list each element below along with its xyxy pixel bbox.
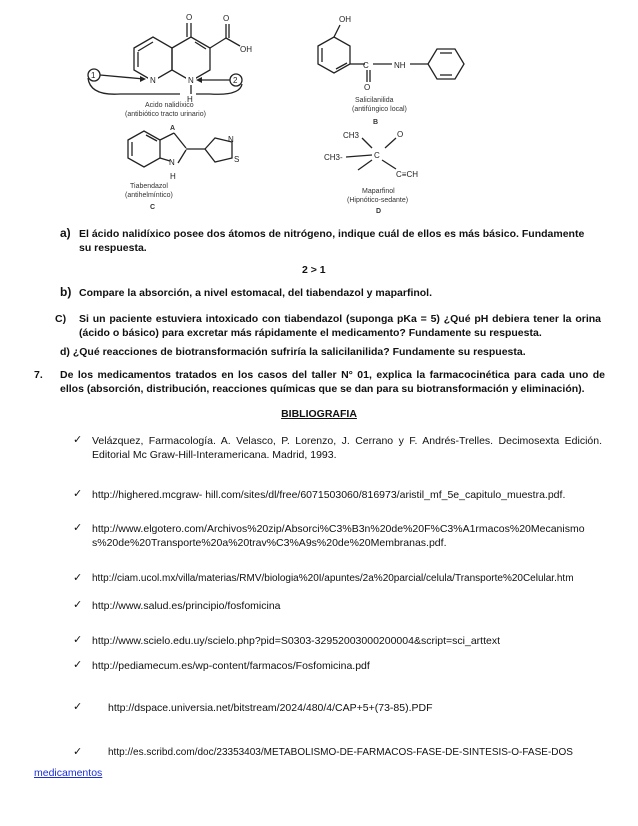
chemical-structures-figure <box>0 0 638 215</box>
svg-text:C: C <box>374 151 380 160</box>
molecule-c-subtitle: (antihelmíntico) <box>125 192 173 199</box>
svg-text:NH: NH <box>394 61 406 70</box>
question-b-text: Compare la absorción, a nivel estomacal, del tiabendazol y maparfinol. <box>79 287 433 299</box>
svg-text:OH: OH <box>240 45 252 54</box>
question-7-text: De los medicamentos tratados en los casos del taller N° 01, explica la farmacocinética para cada uno de ellos (absorción, distribución, reacciones químicas que se dan para su biotransformación y eliminación). <box>60 369 605 395</box>
svg-text:C: C <box>363 61 369 70</box>
svg-text:CH3-: CH3- <box>324 153 343 162</box>
checkmark-icon: ✓ <box>73 488 83 500</box>
checkmark-icon: ✓ <box>73 701 83 713</box>
bibliography-item-text: http://highered.mcgraw- hill.com/sites/dl/free/6071503060/816973/aristil_mf_5e_capitulo_muestra.pdf. <box>92 489 566 501</box>
svg-text:1: 1 <box>91 71 96 80</box>
question-7-marker: 7. <box>34 369 43 381</box>
svg-text:N: N <box>150 76 156 85</box>
bibliography-item-text: http://www.salud.es/principio/fosfomicina <box>92 600 281 612</box>
bibliography-item-text: http://es.scribd.com/doc/23353403/METABOLISMO-DE-FARMACOS-FASE-DE-SINTESIS-O-FASE-DOS <box>108 747 573 758</box>
molecule-c-name: Tiabendazol <box>130 183 168 190</box>
question-a-answer: 2 > 1 <box>302 264 326 276</box>
svg-text:O: O <box>223 14 230 23</box>
svg-text:H: H <box>187 95 193 104</box>
svg-text:N: N <box>188 76 194 85</box>
checkmark-icon: ✓ <box>73 599 83 611</box>
question-a-text: El ácido nalidíxico posee dos átomos de nitrógeno, indique cuál de ellos es más básico. Fundamente su respuesta. <box>79 228 585 254</box>
molecule-b-letter: B <box>373 119 379 126</box>
molecule-c-letter: C <box>150 204 156 211</box>
link-medicamentos[interactable]: medicamentos <box>34 767 103 779</box>
svg-text:2: 2 <box>233 76 238 85</box>
svg-text:N: N <box>228 135 234 144</box>
svg-text:CH3: CH3 <box>343 131 360 140</box>
svg-text:O: O <box>397 130 404 139</box>
svg-text:H: H <box>170 172 176 181</box>
question-c-text: Si un paciente estuviera intoxicado con tiabendazol (suponga pKa = 5) ¿Qué pH debiera tener la orina (ácido o básico) para excretar más rápidamente el medicamento? Fundamente su respuesta. <box>79 313 601 339</box>
molecule-b-structure <box>318 15 464 92</box>
checkmark-icon: ✓ <box>73 659 83 671</box>
question-c-marker: C) <box>55 313 67 325</box>
bibliography-item-text: http://www.scielo.edu.uy/scielo.php?pid=S0303-32952003000200004&script=sci_arttext <box>92 635 501 647</box>
molecule-c-structure <box>128 131 239 181</box>
checkmark-icon: ✓ <box>73 434 83 446</box>
svg-text:N: N <box>169 158 175 167</box>
molecule-b-subtitle: (antifúngico local) <box>352 106 407 113</box>
svg-text:S: S <box>234 155 240 164</box>
svg-text:O: O <box>364 83 371 92</box>
molecule-a-subtitle: (antibiótico tracto urinario) <box>125 111 206 118</box>
question-d-text: d) ¿Qué reacciones de biotransformación sufriría la salicilanilida? Fundamente su respuesta. <box>60 346 526 358</box>
bibliography-item-text: http://www.elgotero.com/Archivos%20zip/Absorci%C3%B3n%20de%20F%C3%A1rmacos%20Mecanismos%20de%20Transporte%20a%20trav%C3%A9s%20de%20Membranas.pdf. <box>92 523 585 549</box>
checkmark-icon: ✓ <box>73 522 83 534</box>
molecule-d-structure <box>324 130 418 179</box>
question-a-marker: a) <box>60 226 71 240</box>
checkmark-icon: ✓ <box>73 572 83 584</box>
question-b-marker: b) <box>60 285 72 299</box>
molecule-d-letter: D <box>376 208 382 215</box>
molecule-a-structure <box>88 13 252 104</box>
molecule-b-name: Salicilanilida <box>355 97 394 104</box>
bibliography-item-text: http://dspace.universia.net/bitstream/2024/480/4/CAP+5+(73-85).PDF <box>108 702 433 714</box>
bibliography-item-text: http://pediamecum.es/wp-content/farmacos/Fosfomicina.pdf <box>92 660 370 672</box>
molecule-a-letter: A <box>170 125 176 132</box>
molecule-a-name: Acido nalidíxico <box>145 102 194 109</box>
checkmark-icon: ✓ <box>73 746 83 758</box>
svg-text:O: O <box>186 13 193 22</box>
molecule-d-subtitle: (Hipnótico-sedante) <box>347 197 409 204</box>
svg-text:OH: OH <box>339 15 351 24</box>
checkmark-icon: ✓ <box>73 634 83 646</box>
bibliography-heading: BIBLIOGRAFIA <box>281 408 357 420</box>
molecule-d-name: Maparfinol <box>362 188 395 195</box>
bibliography-item-text: http://ciam.ucol.mx/villa/materias/RMV/biologia%20I/apuntes/2a%20parcial/celula/Transporte%20Celular.htm <box>92 573 574 584</box>
bibliography-item-text: Velázquez, Farmacología. A. Velasco, P. Lorenzo, J. Cerrano y F. Andrés-Trelles. Decimosexta Edición. Editorial Mc Graw-Hill-Interamericana. Madrid, 1993. <box>92 435 602 461</box>
svg-text:C≡CH: C≡CH <box>396 170 418 179</box>
